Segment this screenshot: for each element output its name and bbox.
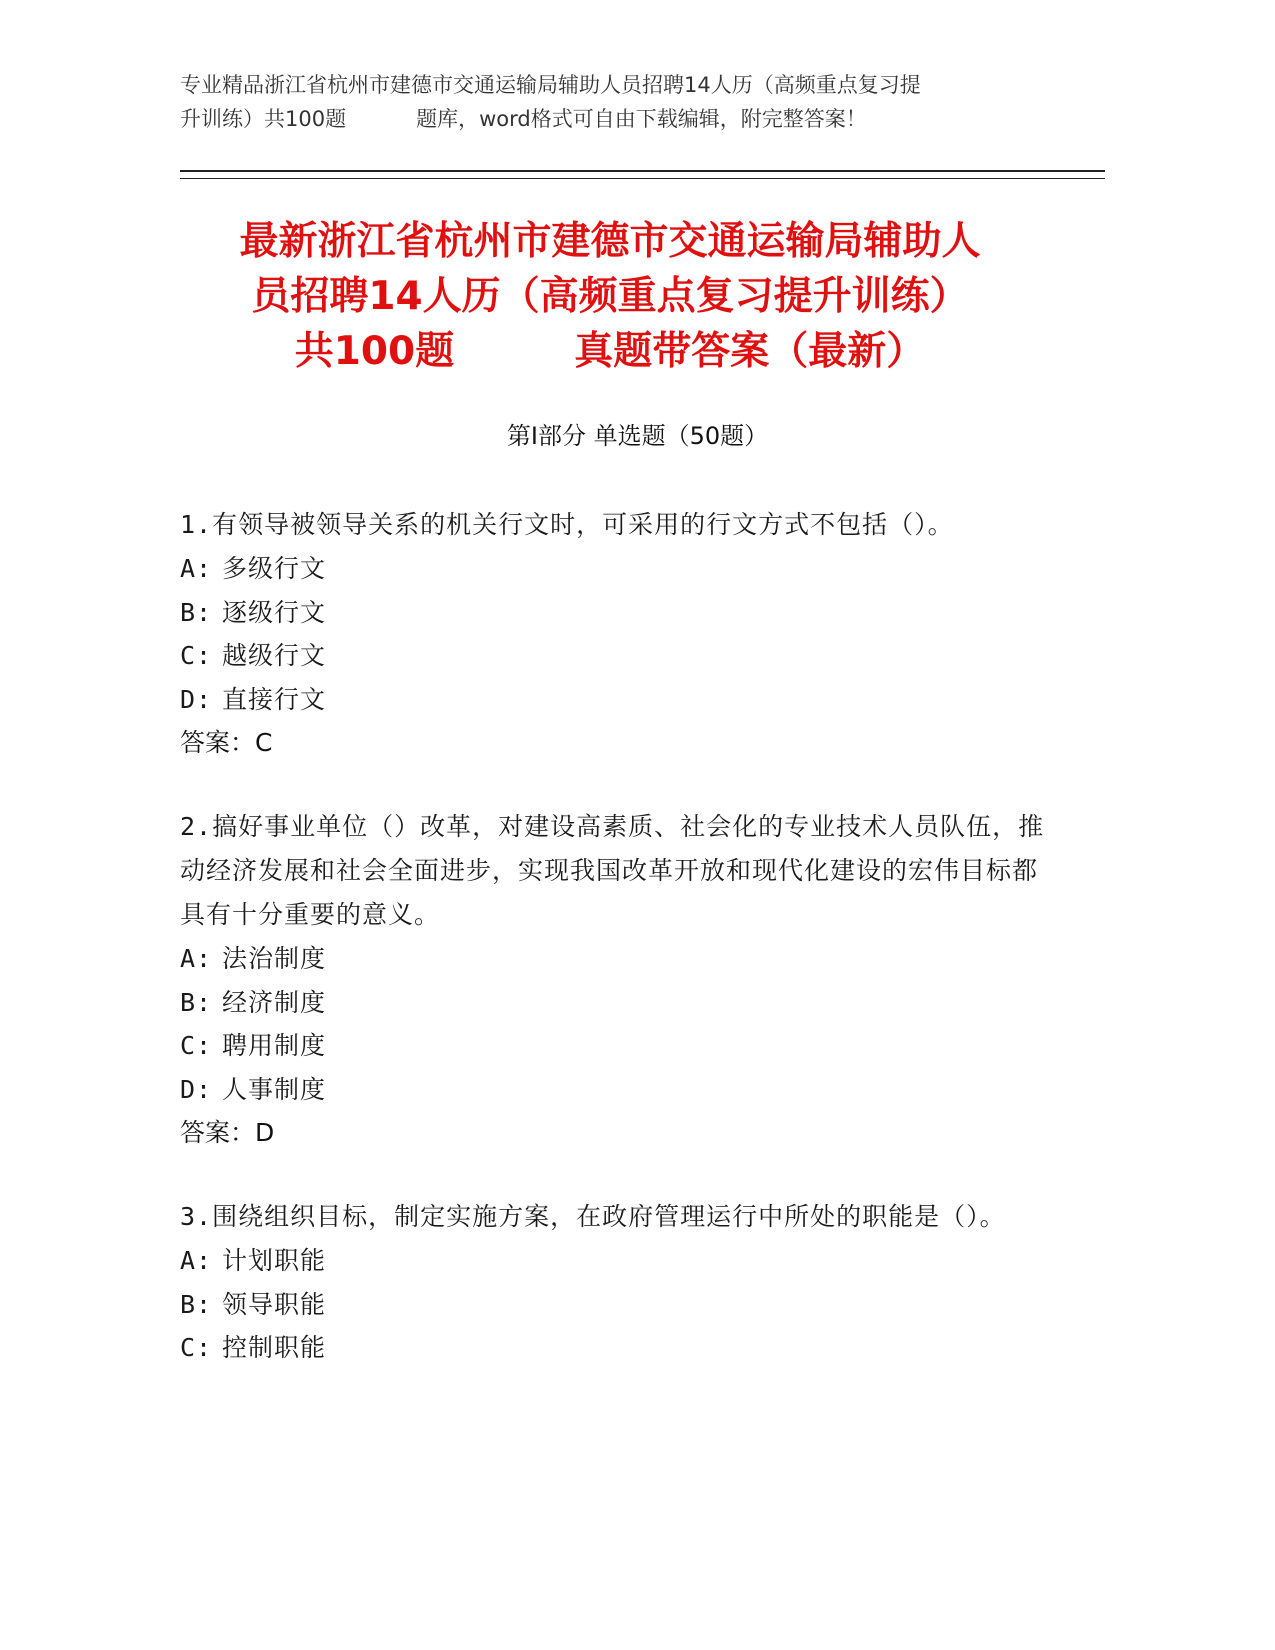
option-key: B: [180,987,213,1017]
option-b [180,981,1060,1025]
option-b [180,1283,1060,1327]
option-key: C: [180,641,213,670]
question-2 [180,805,1060,1155]
option-key: D: [180,684,213,714]
option-key: C: [180,1031,213,1060]
title-line-1: 最新浙江省杭州市建德市交通运输局辅助人 [239,219,981,264]
option-text: 经济制度 [222,987,327,1017]
question-stem: 2.搞好事业单位（）改革，对建设高素质、社会化的专业技术人员队伍，推动经济发展和社会全面进步，实现我国改革开放和现代化建设的宏伟目标都具有十分重要的意义。 [180,812,1045,929]
option-text: 法治制度 [222,944,327,973]
answer-line: 答案：C [180,728,273,757]
option-text: 控制职能 [222,1333,327,1362]
title-line-3-left: 共100题 [294,329,455,374]
question-stem: 3.围绕组织目标，制定实施方案，在政府管理运行中所处的职能是（）。 [180,1202,1006,1231]
question-3 [180,1195,1060,1370]
option-key: A: [180,944,213,973]
question-stem: 1.有领导被领导关系的机关行文时，可采用的行文方式不包括（）。 [180,510,954,539]
header-divider-thin [180,178,1105,179]
option-key: A: [180,554,213,583]
header-line-2-left: 升训练）共100题 [180,107,347,131]
option-text: 计划职能 [222,1246,327,1275]
title-line-2: 员招聘14人历（高频重点复习提升训练） [251,274,969,319]
section-heading: 第Ⅰ部分 单选题（50题） [506,422,769,450]
option-d [180,678,1060,722]
option-a [180,937,1060,981]
option-c [180,1024,1060,1068]
option-text: 聘用制度 [222,1031,327,1060]
option-key: A: [180,1246,213,1275]
option-text: 逐级行文 [222,597,327,627]
header-line-2-right: 题库，word格式可自由下载编辑，附完整答案！ [416,107,867,131]
answer-line: 答案：D [180,1118,275,1147]
option-a [180,1239,1060,1283]
option-text: 直接行文 [222,684,327,714]
document-header-note [180,68,1060,136]
option-b [180,591,1060,635]
option-key: B: [180,1289,213,1319]
option-c [180,634,1060,678]
question-1 [180,503,1060,765]
option-text: 越级行文 [222,641,327,670]
option-key: C: [180,1333,213,1362]
title-line-3-right: 真题带答案（最新） [574,329,926,374]
option-text: 领导职能 [222,1289,327,1319]
header-divider-thick [180,170,1105,172]
option-c [180,1326,1060,1370]
option-a [180,547,1060,591]
option-key: B: [180,597,213,627]
document-title [170,214,1050,379]
question-list [180,503,1060,1410]
header-line-1: 专业精品浙江省杭州市建德市交通运输局辅助人员招聘14人历（高频重点复习提 [180,73,921,97]
title-line-3 [170,324,1050,379]
option-text: 多级行文 [222,554,327,583]
option-text: 人事制度 [222,1074,327,1104]
option-d [180,1068,1060,1112]
option-key: D: [180,1074,213,1104]
header-line-2 [180,102,1060,136]
